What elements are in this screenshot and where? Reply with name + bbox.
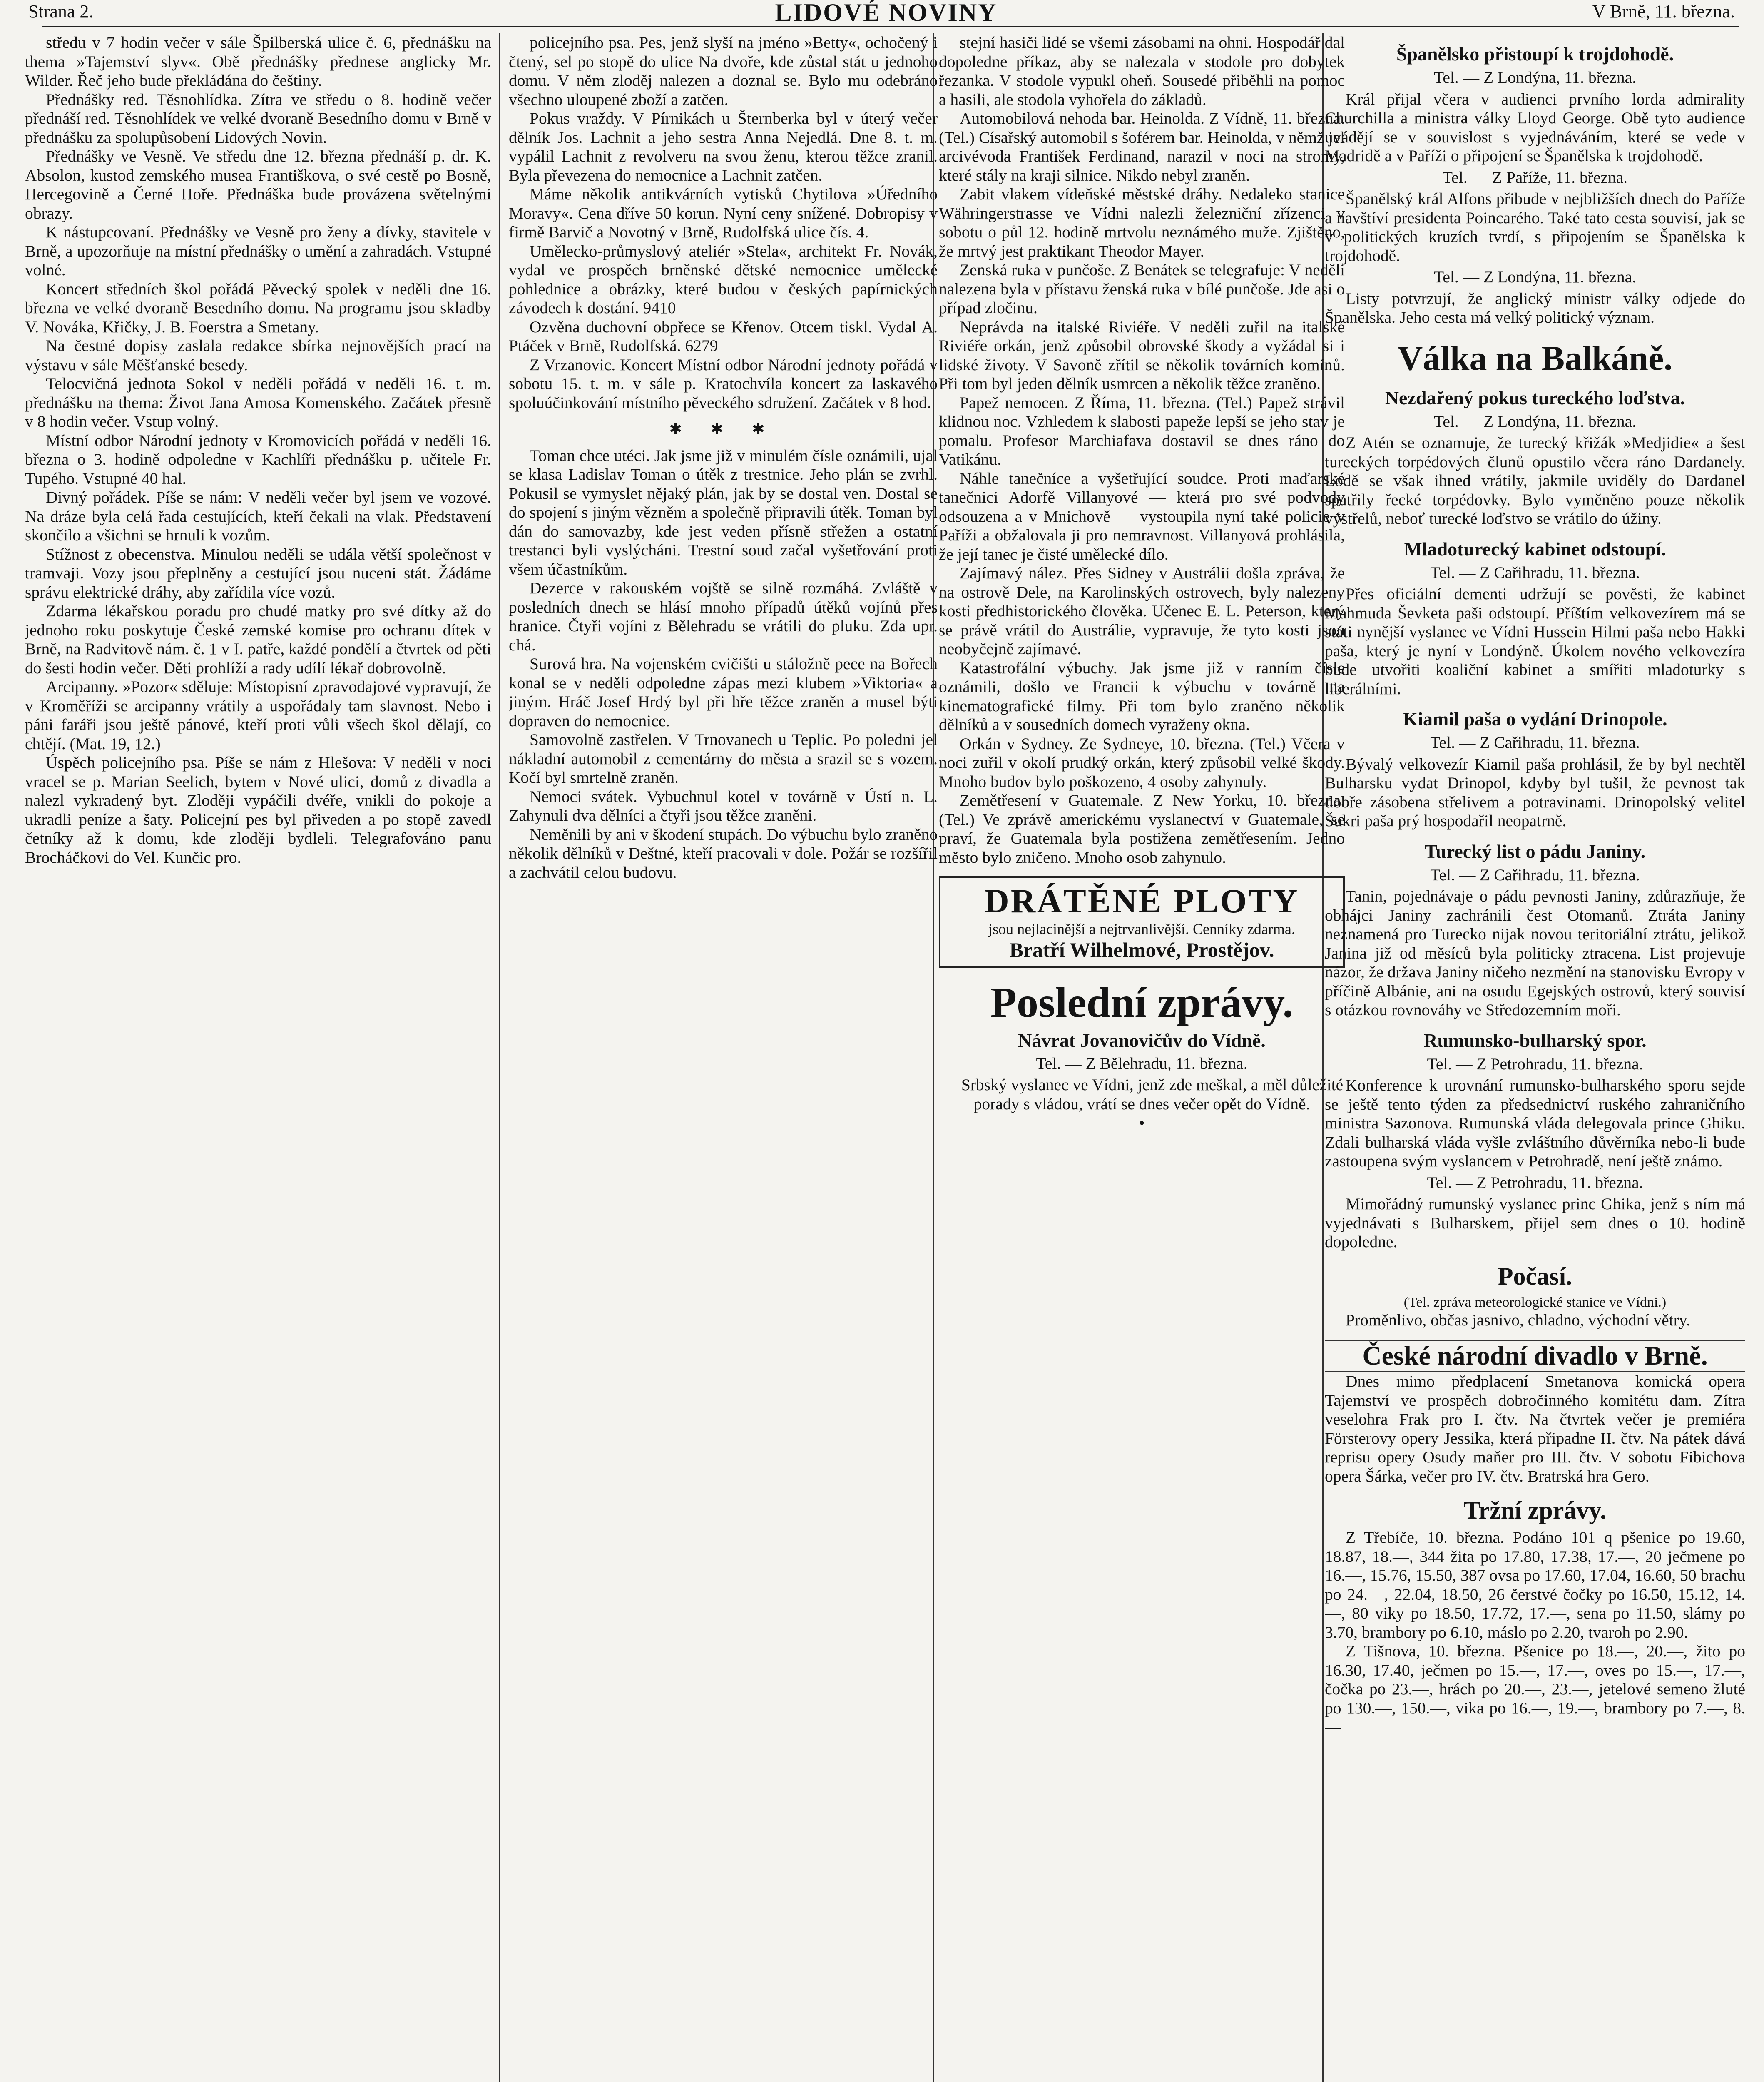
article-paragraph: Orkán v Sydney. Ze Sydneye, 10. března. (Tel.) Včera v noci zuřil v okolí prudký orkán, který způsobil velké škody. Mnoho budov bylo poškozeno, 4 osoby zahynuly.: [939, 734, 1345, 791]
article-paragraph: Toman chce utéci. Jak jsme již v minulém čísle oznámili, ujal se klasa Ladislav Toman o útěk z trestnice. Jeho plán se zvrhl. Pokusil se vymyslet nějaký plán, jak by se dostal ven. Dostal se do spojení s jiným vězněm a společně připravili útěk. Toman byl dán do samovazby, kde jest veden přísně střežen a ostatní trestanci byli vyslýcháni. Trestní soud začal vyšetřování proti všem účastníkům.: [509, 446, 938, 578]
article-paragraph: Náhle tanečníce a vyšetřující soudce. Proti maďarské tanečnici Adorfě Villanyové — která pro své podvody odsouzena a v Mnichově — vystoupila nyní také policie v Paříži a obžalovala ji pro nemravnost. Villanyová prohlásila, že její tanec je čisté umělecké dílo.: [939, 469, 1345, 563]
article-paragraph: Neprávda na italské Riviéře. V neděli zuřil na italské Riviéře orkán, jenž způsobil obrovské škody a vyžádal si i lidské životy. V Savoně zřítil se několik továrních komínů. Při tom byl jeden dělník usmrcen a několik těžce zraněno.: [939, 317, 1345, 393]
headline: Kiamil paša o vydání Drinopole.: [1403, 708, 1667, 730]
headline: Rumunsko-bulharský spor.: [1423, 1029, 1647, 1051]
article-paragraph: Arcipanny. »Pozor« sděluje: Místopisní zpravodajové vypravují, že v Kroměříži se arcipanny vrátily a uspořádaly tam slavnost. Nebo i páni faráři jsou ještě pánové, kteří proti vůli všech škol dělají, co chtějí. (Mat. 19, 12.): [25, 677, 491, 753]
article-paragraph: středu v 7 hodin večer v sále Špilberská ulice č. 6, přednášku na thema »Tajemství slyv«. Obě přednášky přednese anglicky Mr. Wilder. Řeč jeho bude překládána do češtiny.: [25, 33, 491, 90]
page-number: Strana 2.: [28, 1, 94, 22]
article-paragraph: Z Tišnova, 10. března. Pšenice po 18.—, 20.—, žito po 16.30, 17.40, ječmen po 15.—, 17.—, oves po 15.—, 17.—, čočka po 23.—, hrách po 20.—, 23.—, jetelové semeno žluté po 130.—, 150.—, vika po 16.—, 19.—, brambory po 7.—, 8.—: [1325, 1642, 1745, 1736]
article-paragraph: Z Třebíče, 10. března. Podáno 101 q pšenice po 19.60, 18.87, 18.—, 344 žita po 17.80, 17.38, 17.—, 20 ječmene po 16.—, 15.76, 15.50, 387 ovsa po 17.60, 17.04, 16.60, 50 brachu po 24.—, 22.04, 18.50, 26 čerstvé čočky po 16.50, 15.12, 14.—, 80 viky po 18.50, 17.72, 17.—, sena po 11.50, slámy po 3.70, brambory po 6.10, máslo po 2.20, tvaroh po 2.90.: [1325, 1528, 1745, 1641]
article-paragraph: Pokus vraždy. V Pírnikách u Šternberka byl v úterý večer dělník Jos. Lachnit a jeho sestra Anna Nejedlá. Dne 8. t. m. vypálil Lachnit z revolveru na svou ženu, kterou těžce zranil. Byla převezena do nemocnice a Lachnit zatčen.: [509, 109, 938, 184]
section-headline: Válka na Balkáně.: [1397, 339, 1673, 378]
latest-news: [939, 979, 1345, 1133]
dateline: Tel. — Z Cařihradu, 11. března.: [1430, 733, 1640, 752]
dateline: Tel. — Z Paříže, 11. března.: [1442, 168, 1628, 187]
article-paragraph: Král přijal včera v audienci prvního lorda admirality Churchilla a ministra války Lloyd George. Obě tyto audience uvádějí se v souvislost s vyjednáváním, které se vede v Madridě a v Paříži o připojení se Španělska k trojdohodě.: [1325, 90, 1745, 165]
headline: Nezdařený pokus tureckého loďstva.: [1385, 387, 1685, 408]
headline: Návrat Jovanovičův do Vídně.: [1018, 1030, 1266, 1051]
article-paragraph: Dnes mimo předplacení Smetanova komická opera Tajemství ve prospěch dobročinného komitétu dam. Zítra veselohra Frak pro I. čtv. Na čtvrtek večer je premiéra Försterovy opery Jessika, která připadne II. čtv. Na pátek dává reprisu opery Osudy maňer pro III. čtv. V sobotu Fibichova opera Šárka, večer pro IV. čtv. Bratrská hra Gero.: [1325, 1372, 1745, 1485]
article-paragraph: Přednášky red. Těsnohlídka. Zítra ve středu o 8. hodině večer přednáší red. Těsnohlídek ve velké dvoraně Besedního domu v Brně v přednášku za spolupůsobení Lidových Novin.: [25, 90, 491, 147]
issue-date: V Brně, 11. března.: [1592, 1, 1735, 22]
dateline: Tel. — Z Petrohradu, 11. března.: [1427, 1173, 1643, 1192]
article-paragraph: Z Vrzanovic. Koncert Místní odbor Národní jednoty pořádá v sobotu 15. t. m. v sále p. Kratochvíla koncert za laskavého spoluúčinkování místního pěveckého sdružení. Začátek v 8 hod.: [509, 355, 938, 412]
dateline: Tel. — Z Petrohradu, 11. března.: [1427, 1054, 1643, 1073]
ad-firm: Bratří Wilhelmové, Prostějov.: [1009, 938, 1274, 961]
masthead: [25, 0, 1747, 25]
article-paragraph: Ozvěna duchovní obpřece se Křenov. Otcem tiskl. Vydal A. Ptáček v Brně, Rudolfská. 6279: [509, 317, 938, 355]
article-paragraph: Přes oficiální dementi udržují se pověsti, že kabinet Mahmuda Ševketa paši odstoupí. Příštím velkovezírem má se státi nynější vyslanec ve Vídni Hussein Hilmi paša nebo Hakki paša, který je nyní v Londýně. Úkolem nového velkovezíra bude utvořiti koaliční kabinet a smířiti mladoturky s liberálními.: [1325, 585, 1745, 698]
article-paragraph: Papež nemocen. Z Říma, 11. března. (Tel.) Papež strávil klidnou noc. Vzhledem k slabosti papeže lepší se jeho stav je pomalu. Profesor Marchiafava dostavil se dnes ráno do Vatikánu.: [939, 393, 1345, 468]
article-paragraph: Španělský král Alfons přibude v nejbližších dnech do Paříže a navštíví presidenta Poincarého. Také tato cesta souvisí, jak se v politických kruzích tvrdí, s připojením se Španělska k trojdohodě.: [1325, 189, 1745, 265]
column-3: [939, 33, 1345, 2082]
article-paragraph: Zenská ruka v punčoše. Z Benátek se telegrafuje: V neděli nalezena byla v přístavu ženská ruka v bílé punčoše. Jde asi o případ zločinu.: [939, 261, 1345, 317]
column-2: [509, 33, 938, 2082]
article-paragraph: Přednášky ve Vesně. Ve středu dne 12. března přednáší p. dr. K. Absolon, kustod zemského musea Františkova, o své cestě po Bosně, Hercegovině a Černé Hoře. Přednáška bude provázena světelnými obrazy.: [25, 147, 491, 222]
article-paragraph: Zajímavý nález. Přes Sidney v Austrálii došla zpráva, že na ostrově Dele, na Karolinských ostrovech, byly nalezeny kosti předhistorického člověka. Učenec E. L. Peterson, který se právě vrátil do Austrálie, vypravuje, že tyto kosti jsou neobyčejně zajímavé.: [939, 564, 1345, 658]
article-paragraph: Listy potvrzují, že anglický ministr války odjede do Španělska. Jeho cesta má velký politický význam.: [1325, 289, 1745, 326]
article-paragraph: Tanin, pojednávaje o pádu pevnosti Janiny, zdůrazňuje, že obhájci Janiny zachránili čest Otomanů. Ztráta Janiny neznamená pro Turecko nijak novou teritoriální ztrátu, jelikož Janina již od měsíců byla politicky ztracena. List projevuje názor, že država Janiny ničeho nezmění na stanovisku Evropy v příčině Albánie, ani na osudu Egejských ostrovů, který souvisí s otázkou rovnováhy ve Středozemním moři.: [1325, 887, 1745, 1019]
article-paragraph: Bývalý velkovezír Kiamil paša prohlásil, že by byl nechtěl Bulharsku vydat Drinopol, kdyby byl tušil, že pevnost tak dobře zásobena střelivem a potravinami. Drinopolský velitel Šukri paša prý hospodařil neopatrně.: [1325, 755, 1745, 830]
article-paragraph: Divný pořádek. Píše se nám: V neděli večer byl jsem ve vozové. Na dráze byla celá řada cestujících, kteří čekali na vlak. Představení skončilo a všichni se hrnuli k vozům.: [25, 488, 491, 544]
article-paragraph: Zabit vlakem vídeňské městské dráhy. Nedaleko stanice Währingerstrasse ve Vídni nalezli železniční zřízenci v sobotu o půl 12. hodině mrtvolu neznámého muže. Zjištěno, že mrtvý jest praktikant Theodor Mayer.: [939, 185, 1345, 260]
article-paragraph: Katastrofální výbuchy. Jak jsme již v ranním čísle oznámili, došlo ve Francii k výbuchu v továrně na kinematografické filmy. Při tom bylo zraněno několik dělníků a v sousedních domech vyraženy okna.: [939, 658, 1345, 734]
article-paragraph: Máme několik antikvárních vytisků Chytilova »Úředního Moravy«. Cena dříve 50 korun. Nyní ceny snížené. Dobropisy v firmě Barvič a Novotný v Brně, Rudolfská ulice čís. 4.: [509, 185, 938, 241]
market-headline: Tržní zprávy.: [1463, 1497, 1607, 1524]
article-paragraph: Místní odbor Národní jednoty v Kromovicích pořádá v neděli 16. března o 3. hodině odpoledne v Kachlíři přednášku p. učitele Fr. Tupého. Vstupné 40 hal.: [25, 431, 491, 488]
latest-news-title: Poslední zprávy.: [990, 979, 1294, 1026]
column-1: [25, 33, 491, 2082]
dateline: Tel. — Z Londýna, 11. března.: [1433, 268, 1637, 286]
newspaper-title: LIDOVÉ NOVINY: [775, 0, 998, 26]
dateline: Tel. — Z Bělehradu, 11. března.: [1036, 1054, 1248, 1073]
article-paragraph: Konference k urovnání rumunsko-bulharského sporu sejde se ještě tento týden za předsednictví ruského zahraničního ministra Sazonova. Rumunská vláda delegovala prince Ghiku. Zdali bulharská vláda vyšle zvláštního důvěrníka nebo-li bude zastoupena svým vyslancem v Petrohradě, není ještě známo.: [1325, 1076, 1745, 1170]
headline: Španělsko přistoupí k trojdohodě.: [1396, 43, 1674, 65]
article-paragraph: Telocvičná jednota Sokol v neděli pořádá v neděli 16. t. m. přednášku na thema: Život Jana Amosa Komenského. Začátek přesně v 8 hodin večer. Vstup volný.: [25, 374, 491, 431]
article-paragraph: Proměnlivo, občas jasnivo, chladno, východní větry.: [1346, 1310, 1690, 1329]
column-divider: [499, 33, 500, 2082]
article-paragraph: Umělecko-průmyslový ateliér »Stela«, architekt Fr. Novák, vydal ve prospěch brněnské dětské nemocnice umělecké pohlednice a obrázky, které budou v českých papírnických závodech k dostání. 9410: [509, 242, 938, 317]
masthead-rule: [42, 26, 1739, 27]
article-paragraph: Úspěch policejního psa. Píše se nám z Hlešova: V neděli v noci vracel se p. Marian Seelich, bytem v Nové ulici, domů z divadla a nalezl vykradený byt. Zloději vypáčili dvéře, vnikli do pokoje a ukradli peníze a šaty. Policejní pes byl přiveden a po stopě zavedl četníky až k domu, kde zloději bydleli. Telegrafováno panu Brocháčkovi do Vel. Kunčic pro.: [25, 753, 491, 867]
article-paragraph: Neměnili by ani v škodení stupách. Do výbuchu bylo zraněno několik dělníků v Deštné, kteří pracovali v dole. Požár se rozšířil a zachvátil celou budovu.: [509, 825, 938, 882]
article-paragraph: Mimořádný rumunský vyslanec princ Ghika, jenž s ním má vyjednávati s Bulharskem, přijel sem dnes o 10. hodině dopoledne.: [1325, 1195, 1745, 1251]
headline: Turecký list o pádu Janiny.: [1424, 840, 1646, 862]
headline: Mladoturecký kabinet odstoupí.: [1404, 538, 1666, 560]
article-paragraph: Stížnost z obecenstva. Minulou neděli se udála větší společnost v tramvaji. Vozy jsou přeplněny a cestující jsou nuceni stát. Žádáme správu elektrické dráhy, aby zařídila více vozů.: [25, 545, 491, 601]
article-paragraph: Dezerce v rakouském vojště se silně rozmáhá. Zvláště v posledních dnech se hlásí mnoho případů útěků vojínů přes hranice. Čtyři vojíni z Bělehradu se vrátili do pluku. Zda upr. chá.: [509, 579, 938, 654]
ad-title: DRÁTĚNÉ PLOTY: [984, 882, 1299, 920]
dateline: Tel. — Z Londýna, 11. března.: [1433, 412, 1637, 431]
article-paragraph: Samovolně zastřelen. V Trnovanech u Teplic. Po poledni jel nákladní automobil z cementárny do města a srazil se s vozem. Kočí byl smrtelně zraněn.: [509, 730, 938, 787]
section-divider: ✱ ✱ ✱: [669, 421, 777, 437]
article-paragraph: Automobilová nehoda bar. Heinolda. Z Vídně, 11. března. (Tel.) Císařský automobil s šoférem bar. Heinolda, v němž jel arcivévoda František Ferdinand, narazil v noci na stromy, které stály na kraji silnice. Nikdo nebyl zraněn.: [939, 109, 1345, 184]
article-paragraph: Nemoci svátek. Vybuchnul kotel v továrně v Ústí n. L. Zahynuli dva dělníci a čtyři jsou těžce zraněni.: [509, 787, 938, 824]
article-paragraph: K nástupcovaní. Přednášky ve Vesně pro ženy a dívky, stavitele v Brně, a upozorňuje na místní přednášky o umění a zahradách. Vstupné volné.: [25, 223, 491, 279]
weather-source: (Tel. zpráva meteorologické stanice ve Vídni.): [1403, 1294, 1667, 1310]
article-paragraph: Zemětřesení v Guatemale. Z New Yorku, 10. března. (Tel.) Ve zprávě americkému vyslanectví v Guatemale, se praví, že Guatemala byla postižena zemětřesením. Jedno město bylo zničeno. Mnoho osob zahynulo.: [939, 791, 1345, 867]
theatre-headline: České národní divadlo v Brně.: [1325, 1340, 1745, 1372]
column-4: [1325, 33, 1745, 2082]
article-paragraph: Surová hra. Na vojenském cvičišti u stáložně pece na Bořech konal se v neděli odpoledne zápas mezi klubem »Viktoria« a jiným. Hráč Josef Hrdý byl při hře těžce zraněn a musel býti dopraven do nemocnice.: [509, 655, 938, 730]
article-paragraph: Na čestné dopisy zaslala redakce sbírka nejnovějších prací na výstavu v sále Měšťanské besedy.: [25, 336, 491, 374]
ad-subtitle: jsou nejlacinější a nejtrvanlivější. Cenníky zdarma.: [988, 921, 1295, 937]
dateline: Tel. — Z Cařihradu, 11. března.: [1430, 563, 1640, 582]
article-paragraph: Srbský vyslanec ve Vídni, jenž zde meškal, a měl důležité porady s vládou, vrátí se dnes večer opět do Vídně.: [961, 1076, 1344, 1113]
dateline: Tel. — Z Londýna, 11. března.: [1433, 68, 1637, 87]
weather-headline: Počasí.: [1498, 1262, 1572, 1290]
article-paragraph: Zdarma lékařskou poradu pro chudé matky pro své dítky až do jednoho roku poskytuje České zemské komise pro ochranu dítek v Brně, na Radvitově nám. č. 1 v I. patře, každé pondělí a čtvrtek od pěti do šesti hodin večer. Děti prohlíží a rady udílí lékař dobrovolně.: [25, 602, 491, 677]
article-paragraph: Koncert středních škol pořádá Pěvecký spolek v neděli dne 16. března ve velké dvoraně Besedního domu. Na programu jsou skladby V. Nováka, Křičky, J. B. Foerstra a Smetany.: [25, 279, 491, 336]
end-mark: •: [1139, 1113, 1145, 1132]
article-paragraph: policejního psa. Pes, jenž slyší na jméno »Betty«, ochočený i čtený, sel po stopě do ulice Na dvoře, kde zůstal stát u jednoho domu. V něm zloděj nalezen a doznal se. Bylo mu odebráno všechno uloupené zboží a zatčen.: [509, 33, 938, 109]
article-paragraph: Z Atén se oznamuje, že turecký křižák »Medjidie« a šest tureckých torpédových člunů opustilo včera ráno Dardanely. Lodě se však ihned vrátily, jakmile uviděly do Dardanel spatřily řecké torpédovky. Bylo vyměněno pouze několik výstřelů, neboť turecké loďstvo se vrátilo do úžiny.: [1325, 433, 1745, 528]
dateline: Tel. — Z Cařihradu, 11. března.: [1430, 865, 1640, 884]
advertisement: [939, 876, 1345, 968]
article-paragraph: stejní hasiči lidé se všemi zásobami na ohni. Hospodář dal dopoledne příkaz, aby se nalezala v stodole pro dobytek řezanka. V stodole vypukl oheň. Sousedé přiběhli na pomoc a hasili, ale stodola vyhořela do základů.: [939, 33, 1345, 109]
